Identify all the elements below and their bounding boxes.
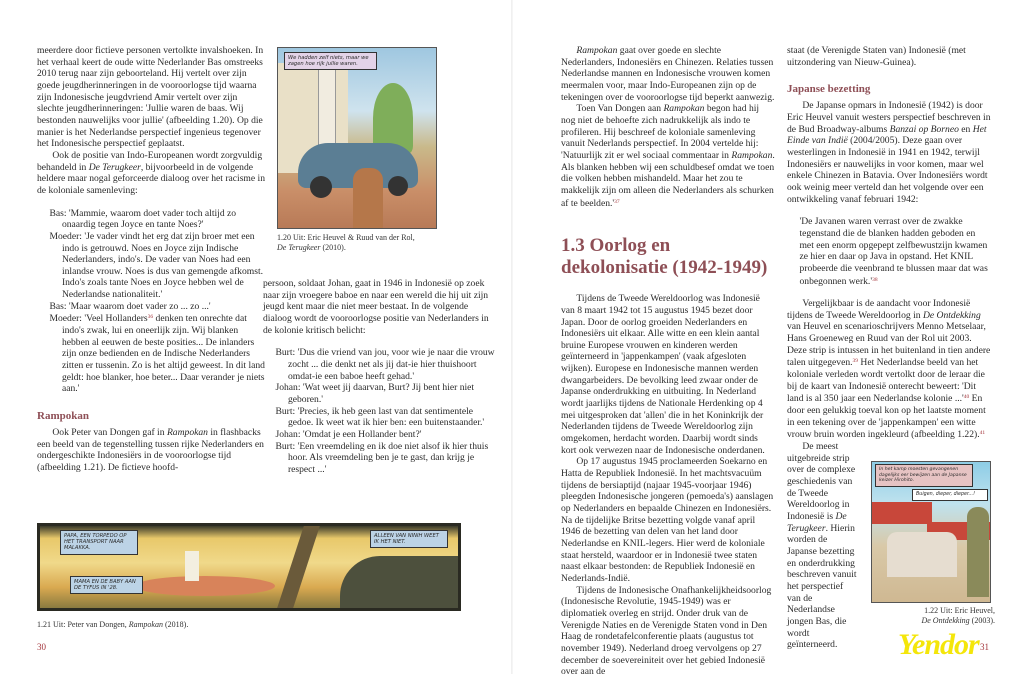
paragraph: Rampokan gaat over goede en slechte Nederlanders, Indonesiërs en Chinezen. Relaties tussen Nederlandse mannen en Indonesische vrouwen komen meermalen voor, maar Indo-Europeanen zijn op de tekeningen over de vooroorlogse tijd beperkt aanwezig.	[561, 45, 775, 103]
yendor-watermark-logo: Yendor	[898, 628, 979, 661]
figure-1-22-caption: 1.22 Uit: Eric Heuvel, De Ontdekking (2003).	[921, 606, 995, 625]
footnote-ref[interactable]: 36	[147, 314, 154, 321]
caption-box: In het kamp moesten gevangenen dagelijks eer bewijzen aan de Japanse keizer Hirohito.	[875, 464, 973, 487]
right-column-1	[561, 45, 775, 678]
speech-bubble: ALLEEN VAN NINIH WEET IK HET NIET.	[370, 530, 448, 548]
page-gutter	[511, 0, 513, 674]
quote-line: Bas: 'Mammie, waarom doet vader toch altijd zo onaardig tegen Joyce en tante Noes?'	[49, 207, 237, 231]
figure-1-21-caption: 1.21 Uit: Peter van Dongen, Rampokan (2018).	[37, 620, 189, 629]
footnote-ref[interactable]: 41	[979, 430, 986, 437]
footnote-ref[interactable]: 38	[872, 276, 878, 283]
paragraph: De Japanse opmars in Indonesië (1942) is door Eric Heuvel vanuit westers perspectief beschreven in de Bud Broadway-albums Banzai op Borneo en Het Einde van Indië (2004/2005). Deze gaan over westerlingen in Indonesië in 1941 en 1942, terwijl Indonesiërs er nauwelijks in voor komen, maar wel enkele Chinezen in Batavia. Over Indonesiërs wordt ook weinig meer verteld dan het volgende over een ontwikkeling vanaf februari 1942:	[787, 100, 991, 205]
figure-1-22-comic	[871, 461, 991, 603]
paragraph: Ook de positie van Indo-Europeanen wordt zorgvuldig behandeld in De Terugkeer, bijvoorbeeld in de volgende heldere maar nogal geforceerde dialoog over het racisme in de koloniale samenleving:	[37, 149, 266, 196]
paragraph: Ook Peter van Dongen gaf in Rampokan in flashbacks een beeld van de tegenstelling tussen rijke Nederlanders en ondergeschikte Indonesiërs in de vooroorlogse tijd (afbeelding 1.21). De fictieve hoofd-	[37, 427, 264, 473]
quote-line: Moeder: 'Veel Hollanders$^{36}$ denken ten onrechte dat indo's zwak, lui en oneerlijk zijn. Wij blanken hebben al eeuwen de beste posities... De inlanders zijn onze bedienden en de Indische Nederlanders zitten er tussenin. Zo is het altijd geweest. In dit land geldt: hoe blanker, hoe beter... Daar verander je niets aan.'	[49, 313, 265, 395]
chapter-heading: 1.3 Oorlog en dekolonisatie (1942-1949)	[561, 235, 768, 279]
quote-line: Burt: 'Een vreemdeling en ik doe niet alsof ik hier thuis hoor. Als vreemdeling ben je te gast, dan krijg je respect ...'	[275, 440, 489, 475]
quote-block: 'De Javanen waren verrast over de zwakke tegenstand die de blanken hadden geboden en met een enorm opgepept zelfbewustzijn kwamen ze hier en daar op Java in opstand. Het KNIL probeerde die veenbrand te blussen maar dat was onbegonnen $werk.'^{38}$	[799, 216, 988, 287]
quote-line: Johan: 'Wat weet jij daarvan, Burt? Jij bent hier niet geboren.'	[275, 382, 475, 405]
speech-bubble: Buigen, dieper, dieper...!	[912, 489, 988, 501]
paragraph: meerdere door fictieve personen vertolkte invalshoeken. In het verhaal keert de oude witte Nederlander Bas omstreeks 2010 terug naar zijn geboorteland. Hij vertelt over zijn goede jeugdherinneringen in de vooroorlogse tijd waarna zijn Indonesische jeugdvriend Amir vertelt over zijn slechte jeugdherinneringen: 'Jullie waren de baas. Wij bestonden nauwelijks voor jullie' (afbeelding 1.20). Op die manier is het Nederlandse perspectief ingenieus tegenover het Indonesische perspectief geplaatst.	[37, 45, 264, 150]
section-heading-japanse-bezetting: Japanse bezetting	[787, 83, 871, 96]
paragraph: Vergelijkbaar is de aandacht voor Indonesië tijdens de Tweede Wereldoorlog in De Ontdekking van Heuvel en scenarioschrijvers Menno Metselaar, Hans Groeneweg en Ruud van der Rol uit 2003. Deze strip is intussen in het buitenland in tien andere talen uitgegeven.$^{39}$ Het Nederlandse beeld van het koloniale verleden wordt vertolkt door de leraar die bij de kaart van Indonesië onterecht beweert: 'Dit land is al 350 jaar een Nederlandse kolonie $...'^{40}$ En door een gelukkig toeval kon op het laatste moment in een tekening over de 'jappenkampen' een witte vrouw bruin worden ingekleurd (afbeelding 1.22).$^{41}$	[787, 298, 991, 441]
paragraph: persoon, soldaat Johan, gaat in 1946 in Indonesië op zoek naar zijn vroegere baboe en naar een wereld die hij uit zijn jeugd kent maar die niet meer bestaat. In de volgende dialoog wordt de vooroorlogse positie van Nederlanders in de kolonie kritisch belicht:	[263, 278, 489, 336]
paragraph: Op 17 augustus 1945 proclameerden Soekarno en Hatta de Republiek Indonesië. In het machtsvacuüm tijdens de bersiaptijd (najaar 1945-voorjaar 1946) pleegden Indonesische jongeren (pemoeda's) aanslagen op Nederlanders en bepaalde Chinezen en Indonesiërs. Na de tijdelijke Britse bezetting volgde vanaf april 1946 de bezetting van delen van het land door Nederlandse en KNIL-legers. Hier werd de koloniale staat hersteld, waardoor er in Indonesië twee staten naast elkaar bestonden: de Republiek Indonesië en Nederlands-Indië.	[561, 456, 774, 584]
paragraph: Tijdens de Indonesische Onafhankelijkheidsoorlog (Indonesische Revolutie, 1945-1949) was er diplomatiek overleg en strijd. Onder druk van de Verenigde Naties en de Verenigde Staten vond in Den Haag de rondetafelconferentie plaats (augustus tot november 1949). Nederland droeg vervolgens op 27 december de soevereiniteit over het gebied Indonesië over aan de	[561, 584, 772, 678]
footnote-ref[interactable]: 39	[852, 358, 859, 365]
figure-1-20-caption: 1.20 Uit: Eric Heuvel & Ruud van der Rol, De Terugkeer (2010).	[277, 233, 415, 252]
quote-line: Johan: 'Omdat je een Hollander bent?'	[275, 428, 422, 440]
speech-bubble: PAPA, EEN TORPEDO OP HET TRANSPORT NAAR MALAKKA.	[60, 530, 138, 555]
figure-1-21-comic	[37, 523, 461, 611]
quote-line: Bas: 'Maar waarom doet vader zo ... zo ...'	[49, 300, 211, 312]
section-heading-rampokan: Rampokan	[37, 410, 89, 423]
footnote-ref[interactable]: 37	[614, 198, 620, 205]
quote-line: Moeder: 'Je vader vindt het erg dat zijn broer met een indo is getrouwd. Noes en Joyce zijn Indische Nederlanders, indo's. De vader van Noes had een inlandse vrouw. Noes is dus van gemengde afkomst. Indo's zoals tante Noes en Joyce hebben wel de Nederlandse nationaliteit.'	[49, 230, 264, 301]
paragraph: De meest uitgebreide strip over de complexe geschiedenis van de Tweede Wereldoorlog in Indonesië is De Terugkeer. Hierin worden de Japanse bezetting en onderdrukking beschreven vanuit het perspectief van de Nederlandse jongen Bas, die wordt geïnterneerd.	[787, 441, 857, 651]
left-column-1	[37, 45, 265, 474]
paragraph: staat (de Verenigde Staten van) Indonesië (met uitzondering van Nieuw-Guinea).	[787, 45, 966, 68]
dialogue-quote	[49, 208, 265, 396]
figure-1-20-comic	[277, 47, 437, 229]
paragraph: Toen Van Dongen aan Rampokan begon had hij nog niet de behoefte zich nadrukkelijk als indo te profileren. Hij beschreef de koloniale samenleving vanuit Nederlands perspectief. In 2004 vertelde hij: 'Natuurlijk zit er wel sociaal commentaar in Rampokan. Als blanken hebben wij een schuldbesef omdat we toen die volken hebben mishandeld. Maar het zou te makkelijk zijn om alleen die Nederlanders als schurken af te $beelden.'^{37}$	[561, 103, 775, 209]
page-number-left: 30	[37, 642, 46, 652]
page-number-right: 31	[980, 642, 989, 652]
paragraph: Tijdens de Tweede Wereldoorlog was Indonesië van 8 maart 1942 tot 15 augustus 1945 bezet door Japan. Door de oorlog groeiden Nederlanders en Indonesiërs uit elkaar. Alle witte en een klein aantal bruine Europese vrouwen en kinderen werden geïnterneerd in 'jappenkampen' (vaak afgesloten wijken). Europese en Indonesische mannen werden dwangarbeiders. De bevolking leed zwaar onder de Japanse onderdrukking en uitbuiting. In Nederland wordt jaarlijks tijdens de Nationale Herdenking op 4 mei uitgesproken dat 'allen' die in het Koninkrijk der Nederlanden tijdens de Tweede Wereldoorlog zijn omgekomen, herdacht worden. Daarbij wordt sinds kort ook verwezen naar de Indonesische onderdanen.	[561, 293, 765, 456]
speech-bubble: MAMA EN DE BABY AAN DE TYFUS IN '28.	[70, 576, 143, 594]
quote-line: Burt: 'Dus die vriend van jou, voor wie je naar die vrouw zocht ... die denkt net als jij dat-ie hier thuishoort omdat-ie een baboe heeft gehad.'	[275, 347, 495, 382]
footnote-ref[interactable]: 40	[963, 394, 970, 401]
quote-line: Burt: 'Precies, ik heb geen last van dat sentimentele gedoe. Ik weet wat ik hier ben: een buitenstaander.'	[275, 405, 485, 429]
speech-bubble: We hadden zelf niets, maar we zagen hoe rijk jullie waren.	[284, 52, 377, 70]
left-column-2	[263, 278, 495, 487]
dialogue-quote	[275, 347, 495, 475]
